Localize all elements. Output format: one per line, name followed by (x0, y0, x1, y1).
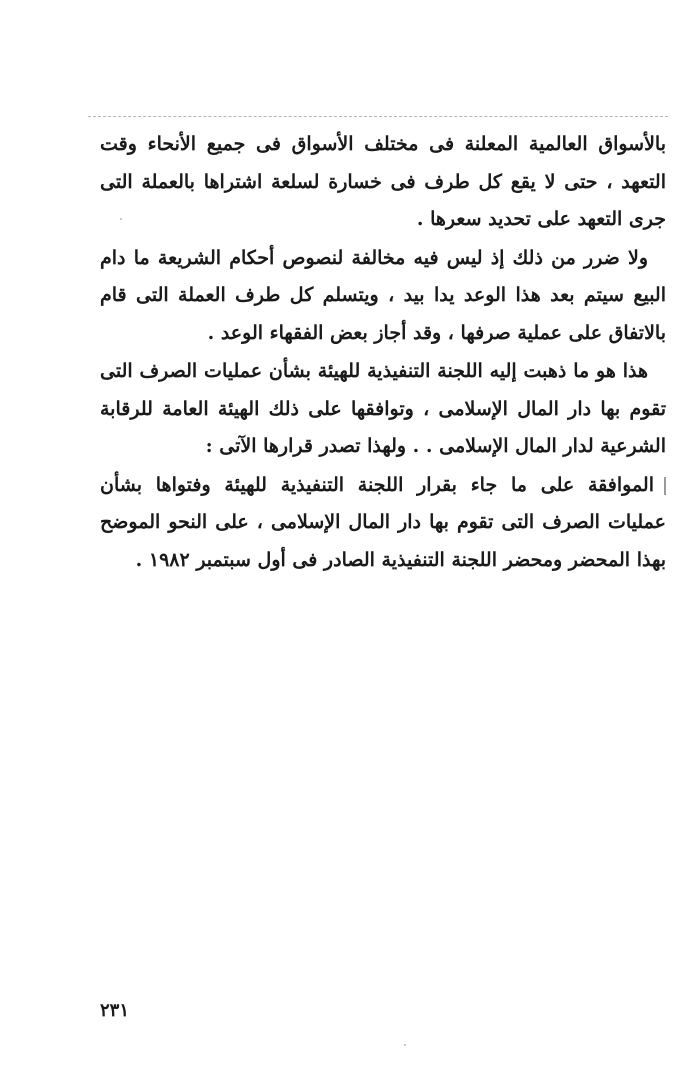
scan-speck (404, 1044, 406, 1046)
scan-speck (120, 218, 122, 220)
page-number: ٢٣١ (100, 1000, 130, 1021)
resolution-text: الموافقة على ما جاء بقرار اللجنة التنفيذية للهيئة وفتواها بشأن عمليات الصرف التى تقوم بها دار المال الإسلامى ، على النحو الموضح بهذا المحضر ومحضر اللجنة التنفيذية الصادر فى أول سبتمبر ١٩٨٢ . (100, 473, 666, 571)
top-divider (88, 116, 668, 117)
margin-bar-mark (664, 477, 666, 495)
body-text (100, 126, 666, 579)
paragraph-continuation: بالأسواق العالمية المعلنة فى مختلف الأسواق فى جميع الأنحاء وقت التعهد ، حتى لا يقع كل طرف فى خسارة لسلعة اشتراها بالعملة التى جرى التعهد على تحديد سعرها . (100, 133, 666, 230)
paragraph-resolution (100, 467, 666, 580)
paragraph-no-harm: ولا ضرر من ذلك إذ ليس فيه مخالفة لنصوص أحكام الشريعة ما دام البيع سيتم بعد هذا الوعد يدا بيد ، ويتسلم كل طرف العملة التى قام بالاتفاق على عملية صرفها ، وقد أجاز بعض الفقهاء الوعد . (100, 246, 666, 344)
paragraph-committee-opinion: هذا هو ما ذهبت إليه اللجنة التنفيذية للهيئة بشأن عمليات الصرف التى تقوم بها دار المال الإسلامى ، وتوافقها على ذلك الهيئة العامة للرقابة الشرعية لدار المال الإسلامى . . ولهذا تصدر قرارها الآتى : (100, 360, 666, 457)
